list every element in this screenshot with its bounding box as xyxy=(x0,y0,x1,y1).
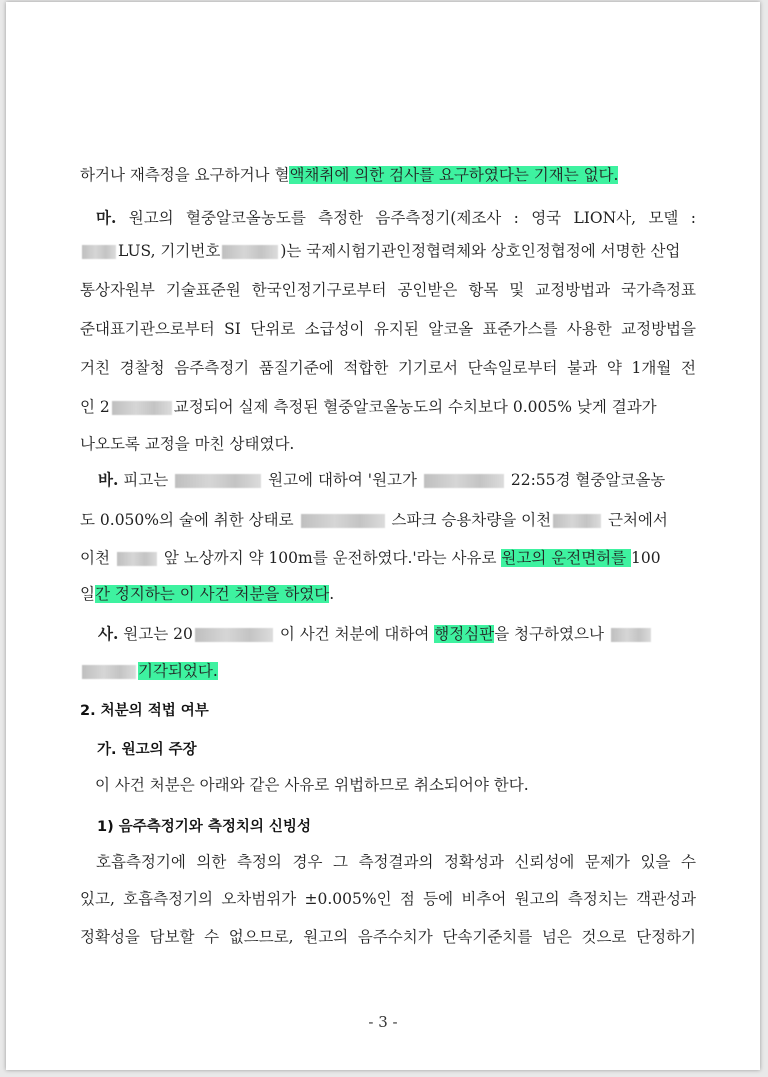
text-span: 이 사건 처분에 대하여 xyxy=(279,625,435,643)
text-span: 원고의 혈중알코올농도를 측정한 음주측정기(제조사 : 영국 LION사, 모델 : xyxy=(116,209,696,227)
redacted-block xyxy=(82,245,116,259)
text-span: 근처에서 xyxy=(607,511,668,529)
text-span: 원고는 20 xyxy=(118,625,193,643)
subsection-heading: 1) 음주측정기와 측정치의 신빙성 xyxy=(97,819,311,835)
text-line xyxy=(80,888,696,910)
text-line xyxy=(80,240,696,262)
item-label: 바. xyxy=(98,470,119,489)
text-line xyxy=(80,509,696,531)
redacted-block xyxy=(222,245,278,259)
text-span: 을 청구하였으나 xyxy=(494,625,604,643)
text-line xyxy=(80,926,696,948)
text-span: 피고는 xyxy=(118,471,169,489)
highlighted-text: 기각되었다. xyxy=(138,662,218,680)
text-line xyxy=(80,164,696,186)
text-span: 도 0.050%의 술에 취한 상태로 xyxy=(80,511,294,529)
text-line xyxy=(95,774,711,796)
redacted-block xyxy=(112,401,172,415)
text-line xyxy=(80,357,696,379)
text-span: 정확성을 담보할 수 없으므로, 원고의 음주수치가 단속기준치를 넘은 것으로 단정하기 xyxy=(80,928,696,946)
document-page xyxy=(6,2,760,1070)
redacted-block xyxy=(611,628,651,642)
text-span: 호흡측정기에 의한 측정의 경우 그 측정결과의 정확성과 신뢰성에 문제가 있을 수 xyxy=(96,853,696,871)
text-span: 원고에 대하여 '원고가 xyxy=(268,471,417,489)
highlighted-text: 간 정지하는 이 사건 처분을 하였다 xyxy=(94,585,330,603)
text-line xyxy=(98,623,696,645)
redacted-block xyxy=(195,628,273,642)
text-span: 이천 xyxy=(80,549,110,567)
redacted-block xyxy=(82,665,136,679)
text-line xyxy=(80,318,696,340)
subsection-heading: 가. 원고의 주장 xyxy=(97,742,197,758)
text-line xyxy=(80,660,696,682)
text-span: 하거나 재측정을 요구하거나 혈 xyxy=(80,166,290,184)
highlighted-text: 원고의 운전면허를 xyxy=(501,549,632,567)
redacted-block xyxy=(424,474,504,488)
highlighted-text: 액채취에 의한 검사를 요구하였다는 기재는 없다. xyxy=(289,166,619,184)
text-line xyxy=(98,469,696,491)
page-number: - 3 - xyxy=(368,1013,398,1031)
text-span: 나오도록 교정을 마친 상태였다. xyxy=(80,435,295,453)
text-span: )는 국제시험기관인정협력체와 상호인정협정에 서명한 산업 xyxy=(280,242,681,260)
item-label: 마. xyxy=(96,208,117,227)
text-span: 있고, 호흡측정기의 오차범위가 ±0.005%인 점 등에 비추어 원고의 측정치는 객관성과 xyxy=(80,890,696,908)
redacted-block xyxy=(301,514,385,528)
text-span: 통상자원부 기술표준원 한국인정기구로부터 공인받은 항목 및 교정방법과 국가측정표 xyxy=(80,281,696,299)
text-line xyxy=(96,851,696,873)
text-span: 교정되어 실제 측정된 혈중알코올농도의 수치보다 0.005% 낮게 결과가 xyxy=(173,398,657,416)
text-line xyxy=(96,207,696,229)
text-span: . xyxy=(329,585,335,603)
text-span: 준대표기관으로부터 SI 단위로 소급성이 유지된 알코올 표준가스를 사용한 교정방법을 xyxy=(80,320,696,338)
text-line xyxy=(80,396,696,418)
text-span: 앞 노상까지 약 100m를 운전하였다.'라는 사유로 xyxy=(163,549,502,567)
redacted-block xyxy=(175,474,261,488)
text-span: 인 2 xyxy=(80,398,110,416)
text-span: 일 xyxy=(80,585,95,603)
text-span: 100 xyxy=(631,549,661,567)
text-span: 22:55경 혈중알코올농 xyxy=(510,471,666,489)
text-line xyxy=(80,547,696,569)
text-span: 이 사건 처분은 아래와 같은 사유로 위법하므로 취소되어야 한다. xyxy=(95,776,529,794)
text-span: LUS, 기기번호 xyxy=(118,242,221,260)
redacted-block xyxy=(117,552,157,566)
text-line xyxy=(80,583,696,605)
redacted-block xyxy=(553,514,601,528)
text-span: 거친 경찰청 음주측정기 품질기준에 적합한 기기로서 단속일로부터 불과 약 1개월 전 xyxy=(80,359,696,377)
text-line xyxy=(80,433,696,455)
text-span: 스파크 승용차량을 이천 xyxy=(391,511,552,529)
highlighted-text: 행정심판 xyxy=(434,625,495,643)
section-heading: 2. 처분의 적법 여부 xyxy=(80,703,209,719)
text-line xyxy=(80,279,696,301)
item-label: 사. xyxy=(98,624,119,643)
